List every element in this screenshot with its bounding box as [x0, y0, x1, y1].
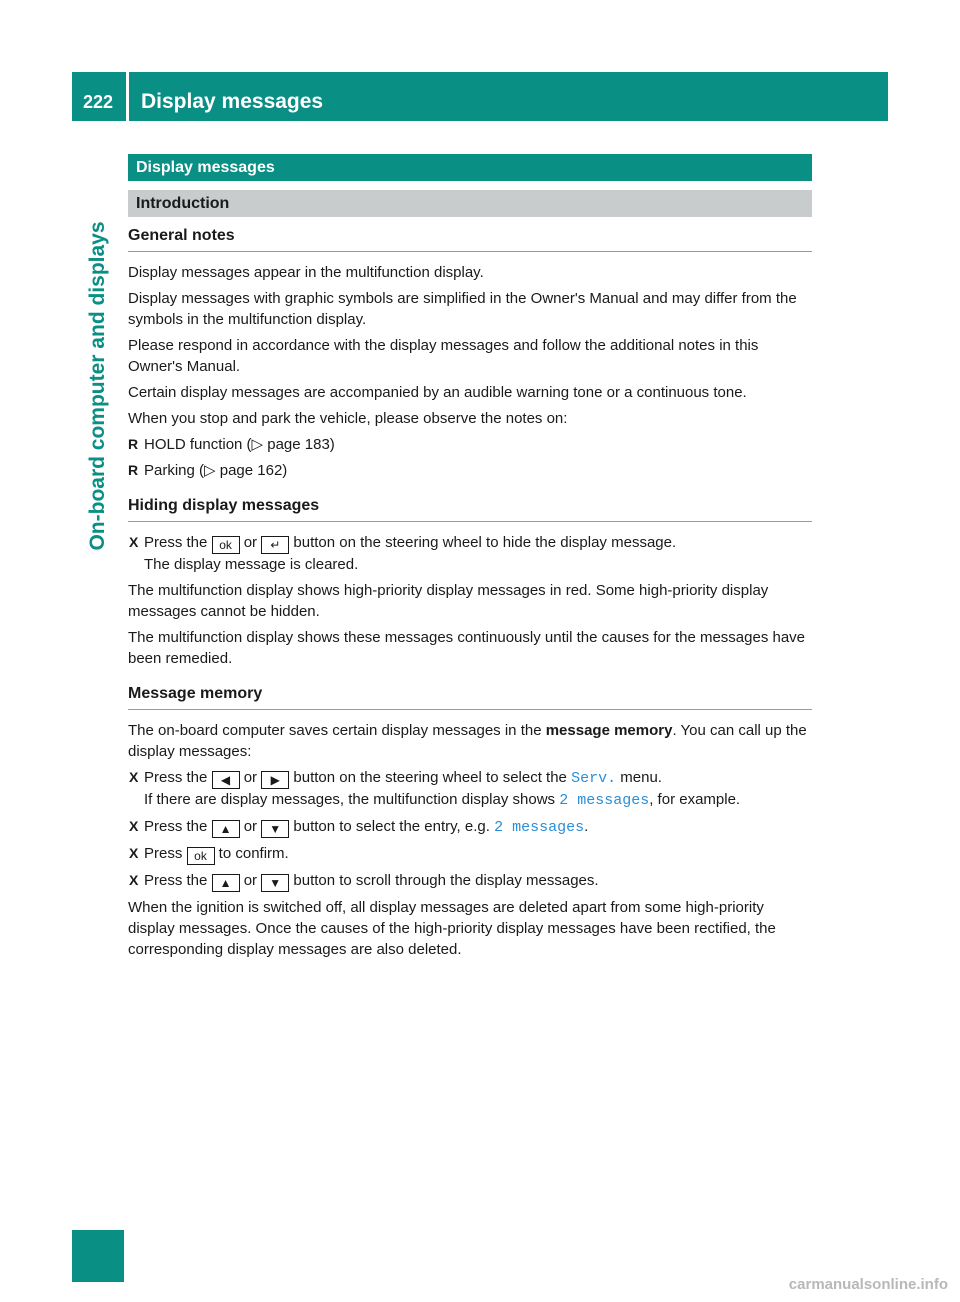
side-tab	[72, 165, 124, 607]
memory-p1	[128, 720, 812, 762]
hiding-heading: Hiding display messages	[128, 497, 812, 522]
down-key-icon: ▼	[261, 874, 289, 892]
messages-label: 2 messages	[559, 792, 650, 809]
text: to confirm.	[214, 845, 289, 862]
text: Press the	[144, 872, 212, 889]
text: button to select the entry, e.g.	[289, 818, 495, 835]
general-p2: Display messages with graphic symbols are simplified in the Owner's Manual and may differ from the symbols in the multifunction display.	[128, 290, 797, 328]
bullet-hold-function: R HOLD function (▷ page 183)	[128, 434, 812, 455]
memory-heading: Message memory	[128, 685, 812, 710]
text: menu.	[616, 769, 662, 786]
memory-step-4	[128, 870, 812, 892]
text: Press	[144, 845, 187, 862]
right-key-icon: ▶	[261, 771, 289, 789]
memory-p2: When the ignition is switched off, all display messages are deleted apart from some high-priority display messages. Once the causes of the high-priority display messages have been rectified, the corresponding display messages are also deleted.	[128, 899, 776, 958]
memory-step-1	[128, 767, 812, 811]
ok-key-icon: ok	[187, 847, 215, 865]
text: or	[239, 769, 262, 786]
back-key-icon: ↵	[261, 536, 289, 554]
text: button to scroll through the display messages.	[289, 872, 599, 889]
step-text: button on the steering wheel to hide the display message.	[289, 534, 677, 551]
text: , for example.	[649, 791, 741, 808]
text: If there are display messages, the multifunction display shows	[144, 791, 560, 808]
memory-step-2	[128, 816, 812, 838]
general-p1: Display messages appear in the multifunction display.	[128, 264, 484, 281]
header-title: Display messages	[141, 90, 324, 113]
messages-label: 2 messages	[494, 819, 585, 836]
general-p5: When you stop and park the vehicle, please observe the notes on:	[128, 410, 568, 427]
text: .	[584, 818, 589, 835]
step-text: or	[239, 534, 262, 551]
bullet-parking: R Parking (▷ page 162)	[128, 460, 812, 481]
bold-term: message memory	[545, 722, 673, 739]
page-content	[128, 154, 812, 965]
page-number: 222	[83, 92, 114, 112]
serv-menu-label: Serv.	[571, 770, 617, 787]
subsection-title: Introduction	[128, 190, 812, 217]
side-tab-marker	[72, 1230, 124, 1282]
left-key-icon: ◀	[212, 771, 240, 789]
general-p4: Certain display messages are accompanied by an audible warning tone or a continuous tone.	[128, 384, 747, 401]
up-key-icon: ▲	[212, 874, 240, 892]
hiding-step	[128, 532, 812, 575]
header-divider	[126, 72, 129, 121]
down-key-icon: ▼	[261, 820, 289, 838]
section-title: Display messages	[128, 154, 812, 181]
text: or	[239, 872, 262, 889]
text: button on the steering wheel to select the	[289, 769, 572, 786]
text: Press the	[144, 818, 212, 835]
general-p3: Please respond in accordance with the display messages and follow the additional notes in this Owner's Manual.	[128, 337, 759, 375]
text: Press the	[144, 769, 212, 786]
hiding-p2: The multifunction display shows these messages continuously until the causes for the messages have been remedied.	[128, 629, 806, 667]
text: or	[239, 818, 262, 835]
step-text: Press the	[144, 534, 212, 551]
step-result: The display message is cleared.	[144, 556, 359, 573]
watermark: carmanualsonline.info	[788, 1276, 948, 1293]
memory-step-3	[128, 843, 812, 865]
ok-key-icon: ok	[212, 536, 240, 554]
general-notes-heading: General notes	[128, 227, 812, 252]
up-key-icon: ▲	[212, 820, 240, 838]
text: The on-board computer saves certain display messages in the	[128, 722, 546, 739]
hiding-p1: The multifunction display shows high-priority display messages in red. Some high-priority display messages cannot be hidden.	[128, 582, 769, 620]
side-tab-label: On-board computer and displays	[86, 221, 109, 551]
text: . You can call up the display messages:	[128, 722, 807, 760]
